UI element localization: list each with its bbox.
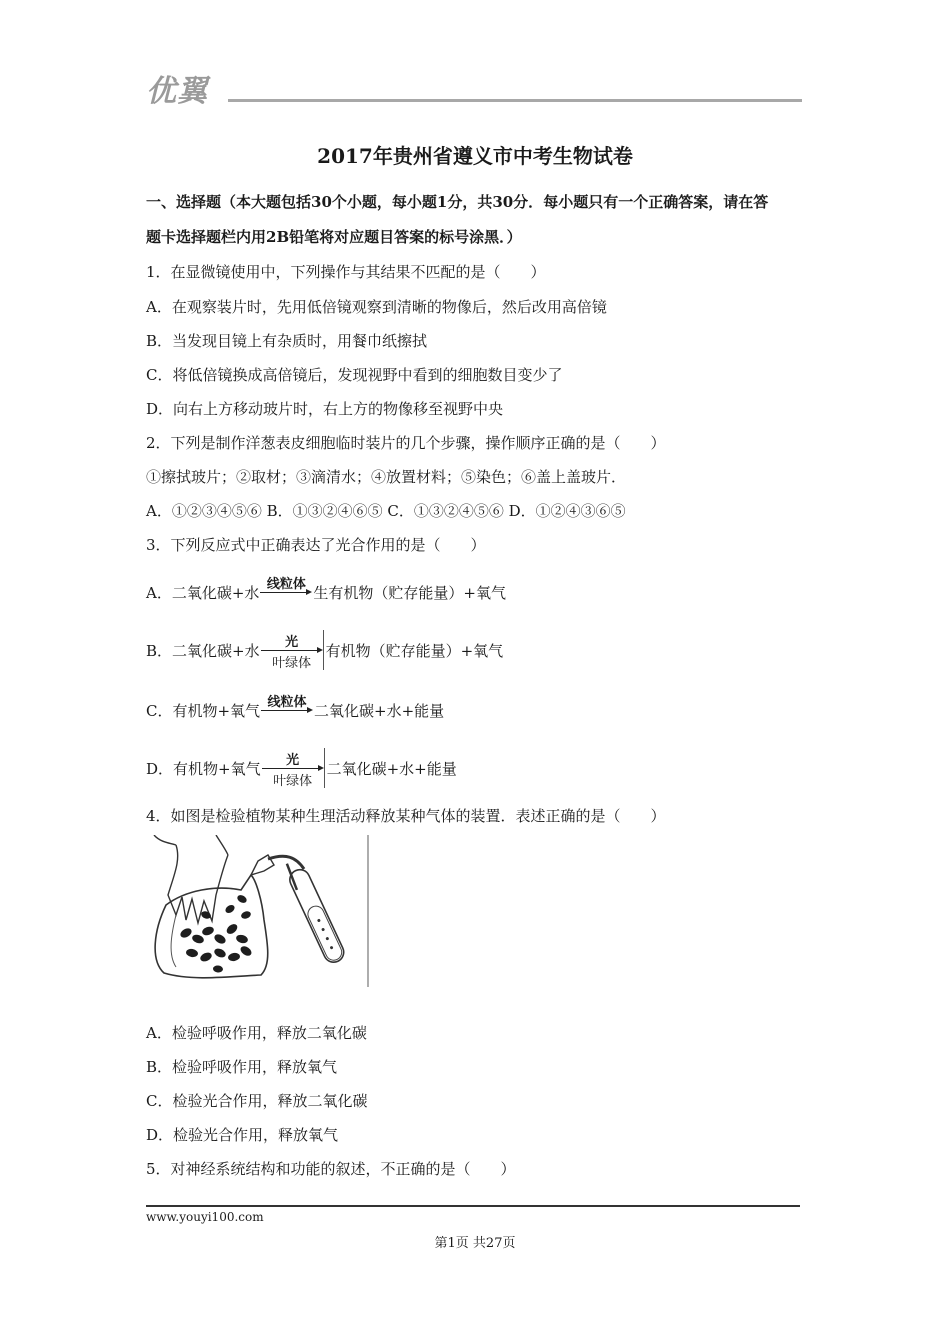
equation-right: 二氧化碳+水+能量 bbox=[314, 701, 445, 720]
arrow-end-bar bbox=[323, 630, 324, 670]
arrow-head-icon bbox=[307, 707, 313, 713]
question-1-option-a: A．在观察装片时，先用低倍镜观察到清晰的物像后，然后改用高倍镜 bbox=[146, 298, 607, 316]
arrow-condition-top: 线粒体 bbox=[266, 577, 306, 592]
arrow-shaft bbox=[261, 710, 311, 711]
question-2-options: A．①②③④⑤⑥ B．①③②④⑥⑤ C．①③②④⑤⑥ D．①②④③⑥⑤ bbox=[146, 502, 626, 520]
equation-right: 生有机物（贮存能量）+氧气 bbox=[313, 583, 506, 602]
arrow-shaft bbox=[262, 768, 322, 769]
question-3-option-d bbox=[146, 748, 457, 788]
arrow-condition-top: 线粒体 bbox=[267, 695, 307, 710]
question-5-stem: 5．对神经系统结构和功能的叙述，不正确的是（ ） bbox=[146, 1160, 516, 1178]
question-4-option-b: B．检验呼吸作用，释放氧气 bbox=[146, 1058, 338, 1076]
arrow-head-icon bbox=[306, 589, 312, 595]
equation-left: A．二氧化碳+水 bbox=[146, 583, 260, 602]
page-number: 第1页 共27页 bbox=[434, 1236, 516, 1251]
arrow-end-bar bbox=[324, 748, 325, 788]
reaction-arrow bbox=[260, 572, 312, 612]
page-title: 2017年贵州省遵义市中考生物试卷 bbox=[317, 144, 633, 168]
question-3-option-a bbox=[146, 572, 506, 612]
question-2-steps: ①擦拭玻片；②取材；③滴清水；④放置材料；⑤染色；⑥盖上盖玻片． bbox=[146, 468, 627, 486]
arrow-condition-top: 光 bbox=[286, 753, 300, 768]
equation-right: 二氧化碳+水+能量 bbox=[326, 759, 457, 778]
footer-website-link[interactable]: www.youyi100.com bbox=[146, 1210, 264, 1224]
question-3-option-b bbox=[146, 630, 503, 670]
plant-bag-test-tube-figure bbox=[146, 835, 371, 987]
arrow-condition-bottom: 叶绿体 bbox=[273, 774, 313, 789]
equation-left: B．二氧化碳+水 bbox=[146, 641, 260, 660]
question-4-option-d: D．检验光合作用，释放氧气 bbox=[146, 1126, 339, 1144]
question-3-stem: 3．下列反应式中正确表达了光合作用的是（ ） bbox=[146, 536, 486, 554]
arrow-condition-top: 光 bbox=[285, 635, 299, 650]
section-instructions-line1: 一、选择题（本大题包括30个小题，每小题1分，共30分．每小题只有一个正确答案，请在答 bbox=[146, 193, 769, 211]
arrow-condition-bottom: 叶绿体 bbox=[272, 656, 312, 671]
footer-divider bbox=[146, 1205, 800, 1207]
reaction-arrow bbox=[262, 748, 326, 788]
header-divider bbox=[228, 99, 802, 102]
equation-right: 有机物（贮存能量）+氧气 bbox=[325, 641, 504, 660]
reaction-arrow bbox=[261, 690, 313, 730]
question-1-option-d: D．向右上方移动玻片时，右上方的物像移至视野中央 bbox=[146, 400, 504, 418]
question-1-option-b: B．当发现目镜上有杂质时，用餐巾纸擦拭 bbox=[146, 332, 428, 350]
question-4-stem: 4．如图是检验植物某种生理活动释放某种气体的装置．表述正确的是（ ） bbox=[146, 807, 666, 825]
experiment-illustration bbox=[146, 835, 371, 987]
arrow-shaft bbox=[260, 592, 310, 593]
question-1-stem: 1．在显微镜使用中，下列操作与其结果不匹配的是（ ） bbox=[146, 263, 546, 281]
reaction-arrow bbox=[261, 630, 325, 670]
question-2-stem: 2．下列是制作洋葱表皮细胞临时装片的几个步骤，操作顺序正确的是（ ） bbox=[146, 434, 666, 452]
arrow-shaft bbox=[261, 650, 321, 651]
equation-left: C．有机物+氧气 bbox=[146, 701, 261, 720]
question-4-option-c: C．检验光合作用，释放二氧化碳 bbox=[146, 1092, 368, 1110]
question-3-option-c bbox=[146, 690, 444, 730]
brand-logo: 优翼 bbox=[146, 74, 208, 109]
equation-left: D．有机物+氧气 bbox=[146, 759, 261, 778]
question-1-option-c: C．将低倍镜换成高倍镜后，发现视野中看到的细胞数目变少了 bbox=[146, 366, 563, 384]
question-4-option-a: A．检验呼吸作用，释放二氧化碳 bbox=[146, 1024, 367, 1042]
section-instructions-line2: 题卡选择题栏内用2B铅笔将对应题目答案的标号涂黑．） bbox=[146, 228, 522, 246]
